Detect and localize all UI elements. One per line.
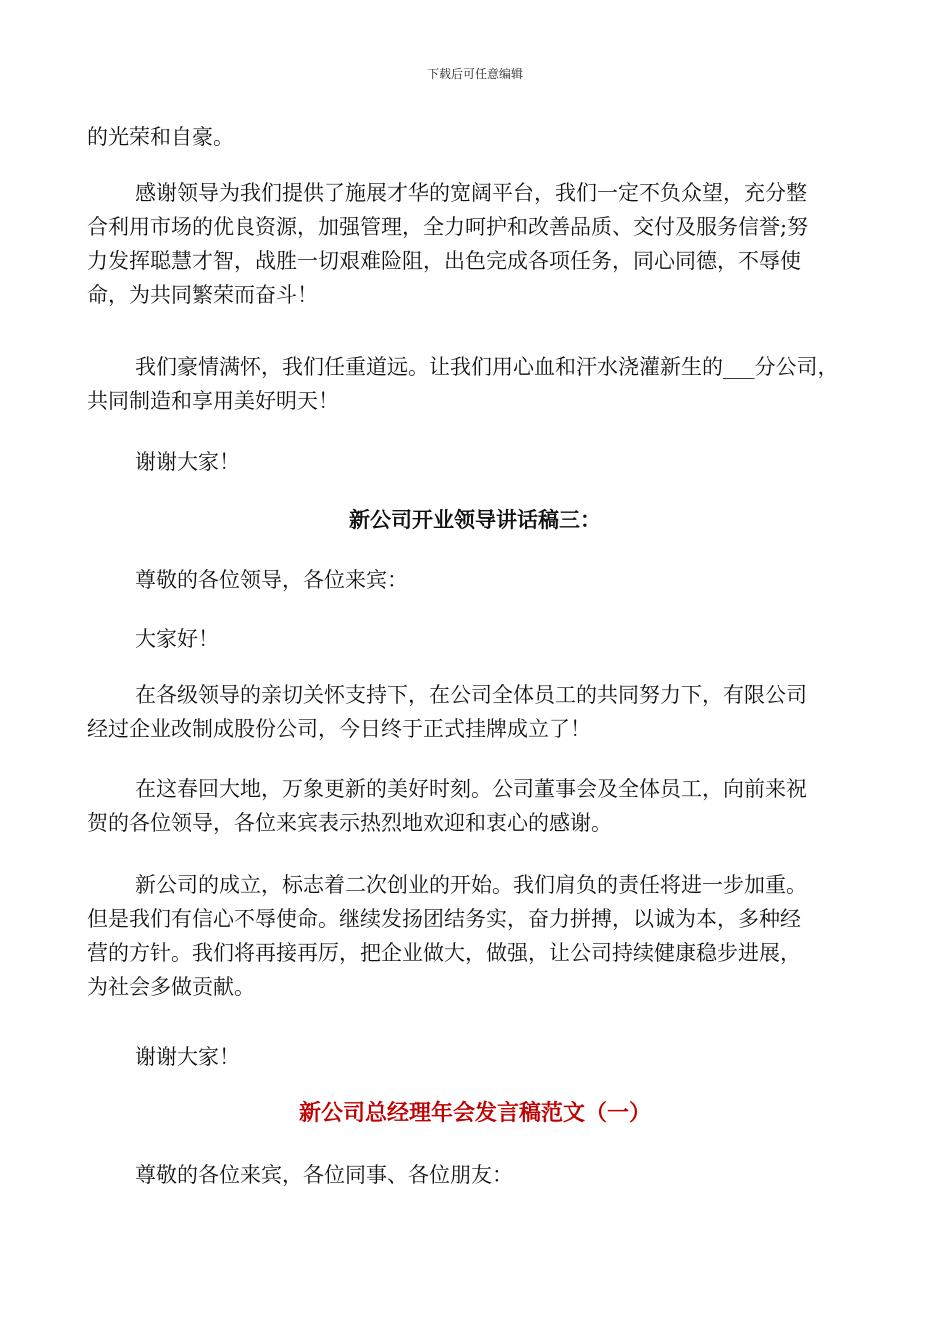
paragraph: [87, 868, 877, 1004]
paragraph: [87, 1158, 877, 1192]
section-heading-red: 新公司总经理年会发言稿范文（一）: [298, 1101, 651, 1126]
paragraph: [87, 772, 877, 840]
text-line: 感谢领导为我们提供了施展才华的宽阔平台，我们一定不负众望，充分整: [135, 181, 807, 205]
text-line: 在这春回大地，万象更新的美好时刻。公司董事会及全体员工，向前来祝: [135, 777, 807, 801]
text-line: 经过企业改制成股份公司，今日终于正式挂牌成立了！: [87, 717, 591, 741]
paragraph: [87, 445, 877, 479]
paragraph: [87, 678, 877, 746]
paragraph: [87, 350, 877, 418]
text-line: 在各级领导的亲切关怀支持下，在公司全体员工的共同努力下，有限公司: [135, 683, 807, 707]
paragraph: [87, 120, 877, 154]
text-line: 营的方针。我们将再接再厉，把企业做大，做强，让公司持续健康稳步进展，: [87, 941, 801, 965]
paragraph: [87, 622, 877, 656]
paragraph: [87, 176, 877, 312]
text-line: 的光荣和自豪。: [87, 125, 234, 149]
text-line: 我们豪情满怀，我们任重道远。让我们用心血和汗水浇灌新生的___分公司，: [135, 355, 839, 379]
page-header: 下载后可任意编辑: [426, 67, 523, 81]
text-line: 共同制造和享用美好明天！: [87, 389, 339, 413]
text-line: 谢谢大家！: [135, 1045, 240, 1069]
text-line: 贺的各位领导，各位来宾表示热烈地欢迎和衷心的感谢。: [87, 811, 612, 835]
text-line: 为社会多做贡献。: [87, 975, 255, 999]
text-line: 尊敬的各位来宾，各位同事、各位朋友：: [135, 1163, 513, 1187]
text-line: 力发挥聪慧才智，战胜一切艰难险阻，出色完成各项任务，同心同德，不辱使: [87, 249, 801, 273]
paragraph: [87, 563, 877, 597]
text-line: 但是我们有信心不辱使命。继续发扬团结务实，奋力拼搏，以诚为本，多种经: [87, 907, 801, 931]
text-line: 大家好！: [135, 627, 219, 651]
text-line: 命，为共同繁荣而奋斗！: [87, 283, 318, 307]
text-line: 合利用市场的优良资源，加强管理，全力呵护和改善品质、交付及服务信誉;努: [87, 215, 809, 239]
paragraph: [87, 1040, 877, 1074]
text-line: 尊敬的各位领导，各位来宾：: [135, 568, 408, 592]
section-heading: 新公司开业领导讲话稿三：: [349, 508, 601, 532]
text-line: 新公司的成立，标志着二次创业的开始。我们肩负的责任将进一步加重。: [135, 873, 807, 897]
text-line: 谢谢大家！: [135, 450, 240, 474]
